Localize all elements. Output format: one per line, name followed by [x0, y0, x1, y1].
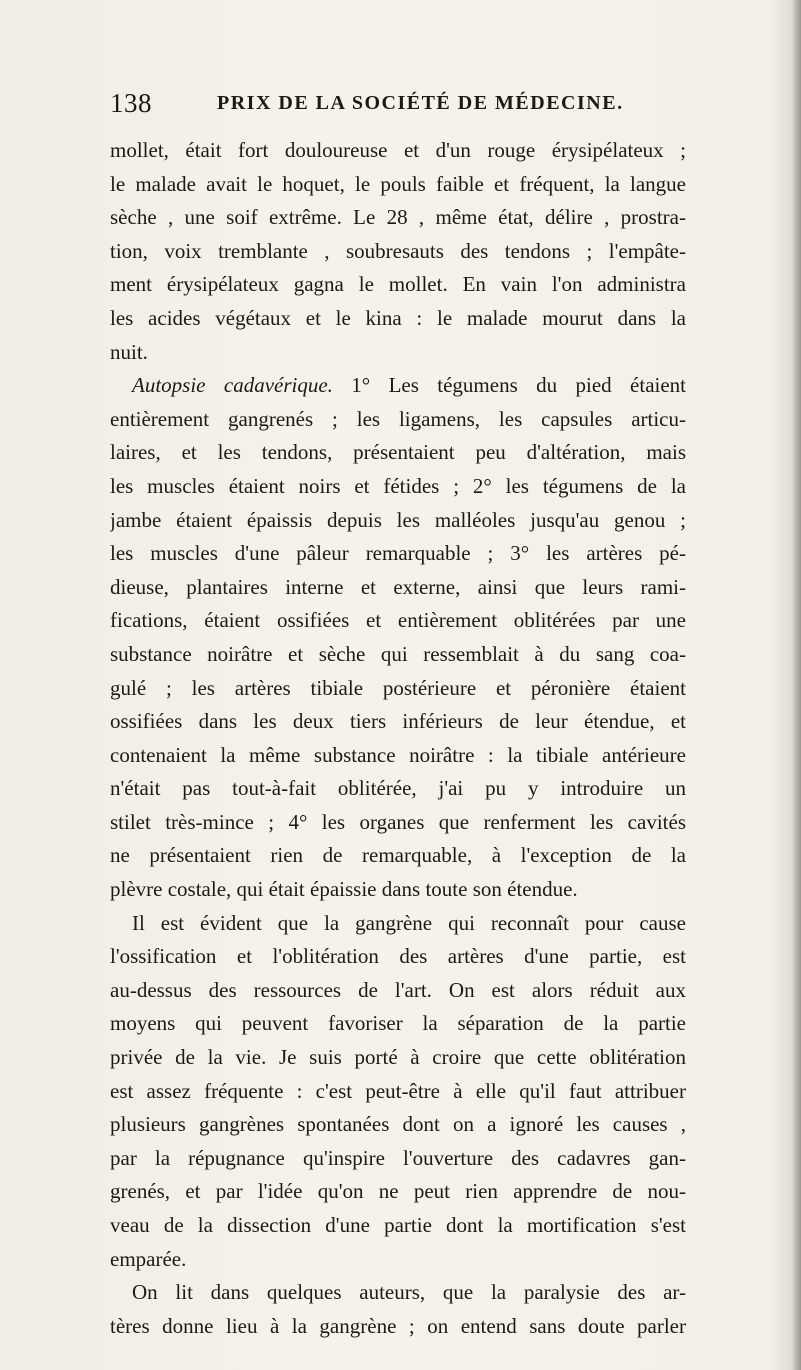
text-line: nuit. — [110, 339, 148, 364]
text-line: veau de la dissection d'une partie dont la mortification s'est — [110, 1213, 686, 1237]
text-line: ossifiées dans les deux tiers inférieurs de leur étendue, et — [110, 709, 686, 734]
text-line: moyens qui peuvent favoriser la séparation de la partie — [110, 1011, 686, 1036]
text-line: jambe étaient épaissis depuis les malléoles jusqu'au genou ; — [110, 507, 686, 532]
text-line: On lit dans quelques auteurs, que la paralysie des ar- — [132, 1280, 686, 1305]
text-line: par la répugnance qu'inspire l'ouverture des cadavres gan- — [110, 1145, 686, 1170]
text-line: les muscles étaient noirs et fétides ; 2° les tégumens de la — [110, 473, 686, 498]
text-line: sèche , une soif extrême. Le 28 , même état, délire , prostra- — [110, 205, 686, 230]
text-line: est assez fréquente : c'est peut-être à elle qu'il faut attribuer — [110, 1078, 686, 1103]
text-line: tères donne lieu à la gangrène ; on entend sans doute parler — [110, 1313, 686, 1338]
running-title: PRIX DE LA SOCIÉTÉ DE MÉDECINE. — [217, 92, 624, 114]
body-text — [110, 134, 686, 1343]
text-line: emparée. — [110, 1246, 187, 1271]
text-line: tion, voix tremblante , soubresauts des tendons ; l'empâte- — [110, 238, 686, 263]
text-line: stilet très-mince ; 4° les organes que renferment les cavités — [110, 809, 686, 834]
text-line: entièrement gangrenés ; les ligamens, les capsules articu- — [110, 406, 686, 431]
text-line: privée de la vie. Je suis porté à croire que cette oblitération — [110, 1045, 686, 1070]
text-line: mollet, était fort douloureuse et d'un rouge érysipélateux ; — [110, 138, 686, 162]
text-line: n'était pas tout-à-fait oblitérée, j'ai pu y introduire un — [110, 776, 686, 801]
page-edge-shadow — [791, 0, 801, 1370]
text-line: plèvre costale, qui était épaissie dans toute son étendue. — [110, 877, 578, 902]
text-line: ment érysipélateux gagna le mollet. En vain l'on administra — [110, 272, 686, 297]
text-line: grenés, et par l'idée qu'on ne peut rien apprendre de nou- — [110, 1179, 686, 1204]
text-line: le malade avait le hoquet, le pouls faible et fréquent, la langue — [110, 171, 686, 196]
text-line: plusieurs gangrènes spontanées dont on a ignoré les causes , — [110, 1112, 686, 1137]
text-line: dieuse, plantaires interne et externe, ainsi que leurs rami- — [110, 574, 686, 599]
page-header — [110, 88, 690, 118]
text-line: laires, et les tendons, présentaient peu d'altération, mais — [110, 440, 686, 465]
page-number: 138 — [110, 88, 152, 118]
text-line: fications, étaient ossifiées et entièrement oblitérées par une — [110, 608, 686, 633]
text-line: ne présentaient rien de remarquable, à l'exception de la — [110, 843, 686, 868]
text-line-autopsy: Autopsie cadavérique. 1° Les tégumens du pied étaient — [132, 373, 686, 398]
text-line: Il est évident que la gangrène qui reconnaît pour cause — [132, 910, 686, 935]
text-line: gulé ; les artères tibiale postérieure et péronière étaient — [110, 675, 686, 700]
text-line: contenaient la même substance noirâtre : la tibiale antérieure — [110, 742, 686, 767]
text-line: l'ossification et l'oblitération des artères d'une partie, est — [110, 944, 686, 969]
text-line: au-dessus des ressources de l'art. On est alors réduit aux — [110, 977, 686, 1002]
text-line: les muscles d'une pâleur remarquable ; 3° les artères pé- — [110, 541, 686, 566]
text-line: substance noirâtre et sèche qui ressemblait à du sang coa- — [110, 641, 686, 666]
text-line: les acides végétaux et le kina : le malade mourut dans la — [110, 305, 686, 330]
section-lead-autopsy: Autopsie cadavérique. — [132, 373, 333, 398]
